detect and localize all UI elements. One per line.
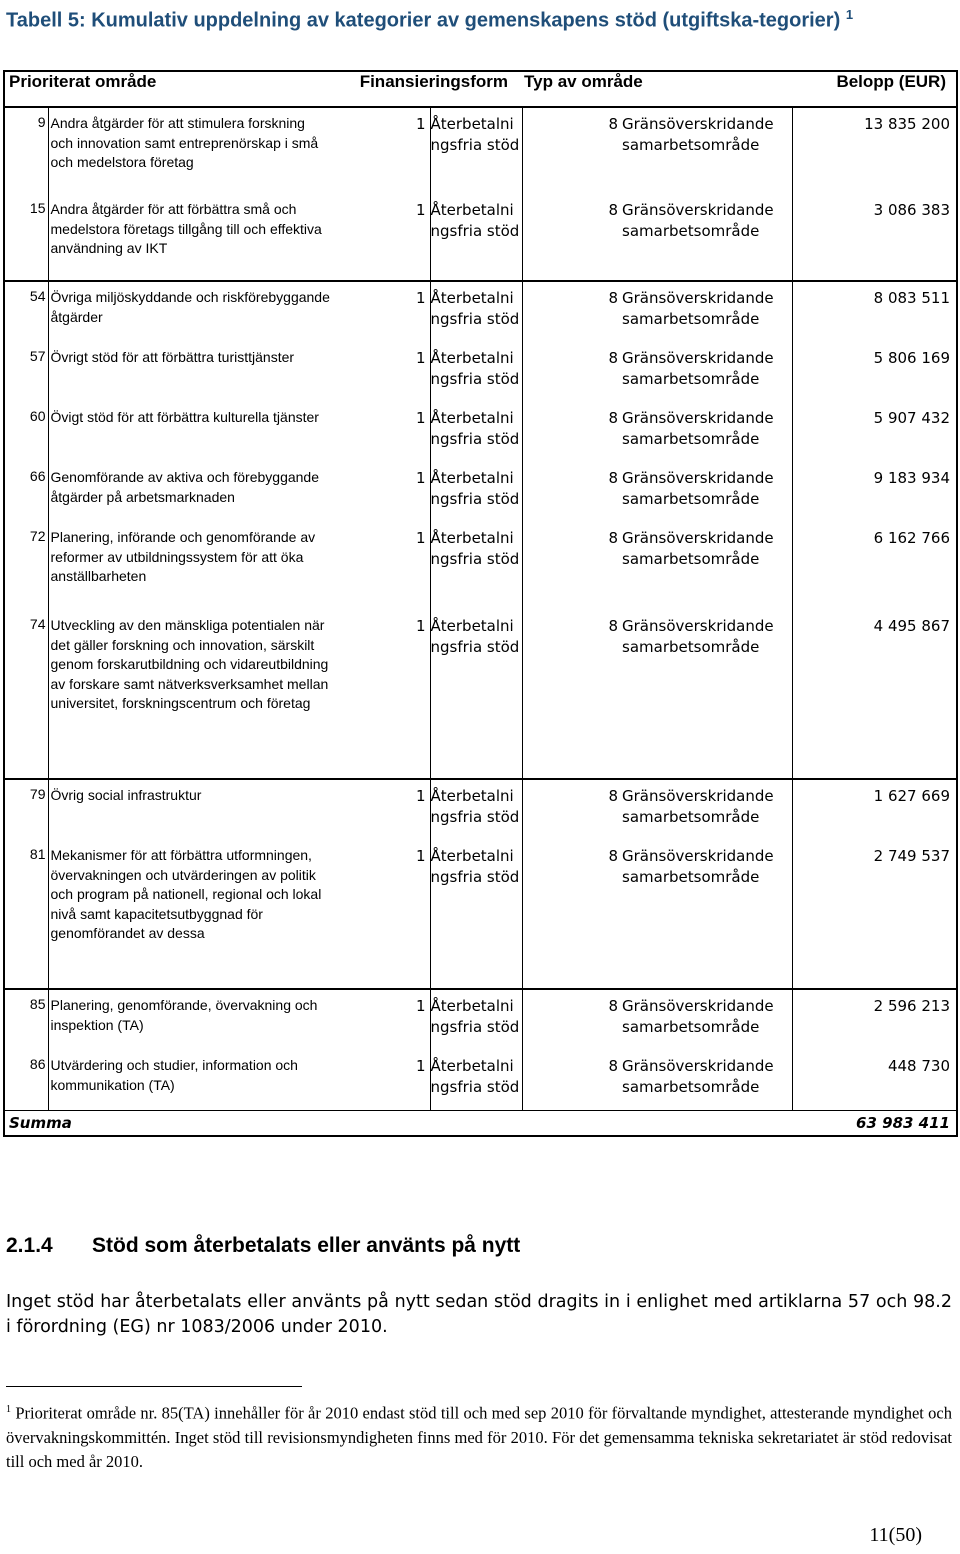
row-financing-text: Återbetalningsfria stöd [430,522,522,610]
row-area-text: Gränsöverskridande samarbetsområde [622,349,774,388]
sum-label: Summa [4,1111,792,1137]
row-financing-text: Återbetalningsfria stöd [430,281,522,342]
table-header-row [4,71,957,107]
row-category: Andra åtgärder för att stimulera forskning och innovation samt entreprenörskap i små och medelstora företag [48,107,330,194]
row-category: Planering, införande och genomförande av reformer av utbildningssystem för att öka anställbarheten [48,522,330,610]
row-area-number: 8 [522,107,622,194]
row-category: Övrigt stöd för att förbättra turisttjänster [48,342,330,402]
footnote-divider [6,1386,302,1387]
row-number: 81 [4,840,48,989]
row-category: Planering, genomförande, övervakning och inspektion (TA) [48,989,330,1050]
table-row [4,462,957,522]
row-number: 85 [4,989,48,1050]
row-number: 57 [4,342,48,402]
row-area-text: Gränsöverskridande samarbetsområde [622,201,774,240]
row-financing-text: Återbetalningsfria stöd [430,194,522,281]
table-row [4,402,957,462]
table-row [4,522,957,610]
row-category: Utveckling av den mänskliga potentialen när det gäller forskning och innovation, särskilt genom forskarutbildning och vidareutbildning av forskare samt nätverksverksamhet mellan universitet, forskningscentrum och företag [48,610,330,779]
row-number: 9 [4,107,48,194]
section-heading [6,1232,946,1260]
row-area-text: Gränsöverskridande samarbetsområde [622,1057,774,1096]
row-financing-number: 1 [415,349,426,367]
row-area-text: Gränsöverskridande samarbetsområde [622,617,774,656]
header-amount: Belopp (EUR) [792,71,957,107]
category-table [3,70,958,1137]
row-financing-text: Återbetalningsfria stöd [430,840,522,989]
row-category: Övrig social infrastruktur [48,779,330,840]
row-amount: 5 907 432 [792,402,957,462]
table-row [4,840,957,989]
row-financing-text: Återbetalningsfria stöd [430,402,522,462]
row-category: Andra åtgärder för att förbättra små och medelstora företags tillgång till och effektiva användning av IKT [48,194,330,281]
row-financing-text: Återbetalningsfria stöd [430,107,522,194]
row-amount: 448 730 [792,1050,957,1111]
row-financing-number: 1 [330,281,430,342]
table-row [4,1050,957,1111]
row-financing-number: 1 [415,529,426,547]
row-area-number: 8 [522,840,622,989]
row-category: Övigt stöd för att förbättra kulturella tjänster [48,402,330,462]
row-number: 15 [4,194,48,281]
row-financing-text: Återbetalningsfria stöd [430,342,522,402]
row-area-number: 8 [522,1050,622,1111]
row-number: 79 [4,779,48,840]
row-area-number: 8 [522,779,622,840]
row-category: Mekanismer för att förbättra utformningen, övervakningen och utvärderingen av politik och program på nationell, regional och lokal nivå samt kapacitetsutbyggnad för genomförandet av dessa [48,840,330,989]
section-number: 2.1.4 [6,1234,53,1257]
header-area-type: Typ av område [522,71,792,107]
row-amount: 13 835 200 [792,107,957,194]
row-area-number: 8 [522,402,622,462]
row-area-text: Gränsöverskridande samarbetsområde [622,779,792,840]
table-row [4,281,957,342]
table-title-text: Tabell 5: Kumulativ uppdelning av kategorier av gemenskapens stöd (utgiftska-tegorier) [6,9,841,32]
row-financing-number: 1 [415,847,426,865]
row-financing-text: Återbetalningsfria stöd [430,1050,522,1111]
row-number: 72 [4,522,48,610]
row-area-text: Gränsöverskridande samarbetsområde [622,989,792,1050]
row-area-text: Gränsöverskridande samarbetsområde [622,847,774,886]
row-financing-number: 1 [330,107,430,194]
row-area-text: Gränsöverskridande samarbetsområde [622,469,774,508]
row-amount: 4 495 867 [792,610,957,779]
row-number: 86 [4,1050,48,1111]
table-row [4,107,957,194]
header-area: Prioriterat område [4,71,330,107]
row-number: 60 [4,402,48,462]
row-amount: 3 086 383 [792,194,957,281]
row-financing-number: 1 [415,617,426,635]
row-category: Utvärdering och studier, information och kommunikation (TA) [48,1050,330,1111]
row-area-number: 8 [522,462,622,522]
row-amount: 8 083 511 [792,281,957,342]
table-row [4,989,957,1050]
row-area-text: Gränsöverskridande samarbetsområde [622,107,792,194]
row-amount: 5 806 169 [792,342,957,402]
row-category: Genomförande av aktiva och förebyggande åtgärder på arbetsmarknaden [48,462,330,522]
row-area-text: Gränsöverskridande samarbetsområde [622,409,774,448]
table-row [4,342,957,402]
section-title: Stöd som återbetalats eller använts på nytt [92,1234,521,1257]
row-area-number: 8 [522,281,622,342]
sum-row [4,1111,957,1137]
row-area-text: Gränsöverskridande samarbetsområde [622,529,774,568]
row-number: 54 [4,281,48,342]
header-financing: Finansieringsform [330,71,522,107]
row-financing-text: Återbetalningsfria stöd [430,610,522,779]
title-footnote-ref: 1 [845,7,854,22]
sum-amount: 63 983 411 [792,1111,957,1137]
table-row [4,779,957,840]
row-area-number: 8 [522,194,622,281]
row-area-number: 8 [522,342,622,402]
row-financing-number: 1 [415,469,426,487]
page-number: 11(50) [869,1524,922,1546]
row-number: 74 [4,610,48,779]
row-area-number: 8 [522,522,622,610]
row-financing-text: Återbetalningsfria stöd [430,989,522,1050]
footnote [6,1398,952,1474]
footnote-marker: 1 [6,1404,11,1415]
row-category: Övriga miljöskyddande och riskförebyggande åtgärder [48,281,330,342]
table-row [4,194,957,281]
row-financing-number: 1 [330,779,430,840]
row-area-number: 8 [522,610,622,779]
row-amount: 2 596 213 [792,989,957,1050]
row-financing-text: Återbetalningsfria stöd [430,779,522,840]
row-financing-number: 1 [415,201,426,219]
row-financing-number: 1 [330,989,430,1050]
table-title [6,2,946,34]
row-area-text: Gränsöverskridande samarbetsområde [622,281,792,342]
row-amount: 2 749 537 [792,840,957,989]
row-financing-number: 1 [415,1057,426,1075]
row-financing-text: Återbetalningsfria stöd [430,462,522,522]
table-row [4,610,957,779]
row-area-number: 8 [522,989,622,1050]
footnote-text: Prioriterat område nr. 85(TA) innehåller för år 2010 endast stöd till och med sep 2010 för förvaltande myndighet, attesterande myndighet och övervakningskommittén. Inget stöd till revisionsmyndigheten finns med för 2010. För det gemensamma tekniska sekretariatet är stöd redovisat till och med år 2010. [6,1403,953,1471]
row-financing-number: 1 [415,409,426,427]
row-number: 66 [4,462,48,522]
row-amount: 1 627 669 [792,779,957,840]
row-amount: 9 183 934 [792,462,957,522]
row-amount: 6 162 766 [792,522,957,610]
body-paragraph: Inget stöd har återbetalats eller använts på nytt sedan stöd dragits in i enlighet med artiklarna 57 och 98.2 i förordning (EG) nr 1083/2006 under 2010. [6,1292,952,1337]
